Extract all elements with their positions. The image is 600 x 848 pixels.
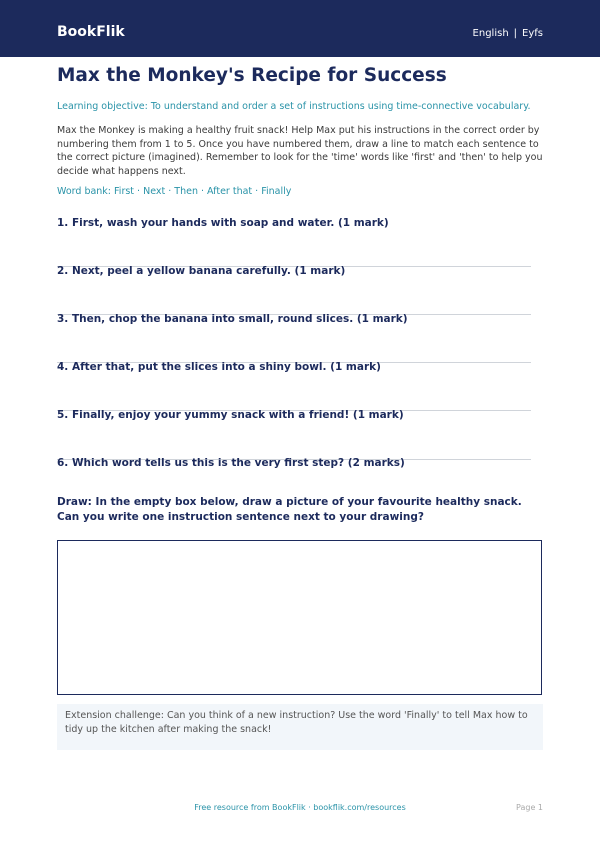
language-link[interactable]: English xyxy=(472,28,509,39)
extension-challenge: Extension challenge: Can you think of a new instruction? Use the word 'Finally' to tell Max how to tidy up the kitchen after making the snack! xyxy=(57,704,543,750)
worksheet-title: Max the Monkey's Recipe for Success xyxy=(57,65,447,86)
footer-credit[interactable]: Free resource from BookFlik · bookflik.com/resources xyxy=(194,803,406,812)
intro-paragraph: Max the Monkey is making a healthy fruit snack! Help Max put his instructions in the correct order by numbering them from 1 to 5. Once you have numbered them, draw a line to match each sentence to the correct picture (imagined). Remember to look for the 'time' words like 'first' and 'then' to help you decide what happens next. xyxy=(57,125,543,177)
learning-objective: Learning objective: To understand and order a set of instructions using time-connective vocabulary. xyxy=(57,101,531,112)
question-5: 5. Finally, enjoy your yummy snack with a friend! (1 mark) xyxy=(57,409,404,421)
question-1: 1. First, wash your hands with soap and water. (1 mark) xyxy=(57,217,389,229)
separator: | xyxy=(513,28,518,39)
word-bank: Word bank: First · Next · Then · After that · Finally xyxy=(57,186,292,197)
page-number: Page 1 xyxy=(516,803,543,812)
question-6: 6. Which word tells us this is the very first step? (2 marks) xyxy=(57,457,405,469)
brand-logo[interactable]: BookFlik xyxy=(57,24,125,40)
question-2: 2. Next, peel a yellow banana carefully. (1 mark) xyxy=(57,265,346,277)
draw-prompt: Draw: In the empty box below, draw a picture of your favourite healthy snack. Can you write one instruction sentence next to your drawing? xyxy=(57,496,522,523)
question-3: 3. Then, chop the banana into small, round slices. (1 mark) xyxy=(57,313,408,325)
site-header xyxy=(0,0,600,57)
language-level xyxy=(473,28,543,39)
drawing-box[interactable] xyxy=(57,540,542,695)
question-4: 4. After that, put the slices into a shiny bowl. (1 mark) xyxy=(57,361,381,373)
level-link[interactable]: Eyfs xyxy=(522,28,543,39)
